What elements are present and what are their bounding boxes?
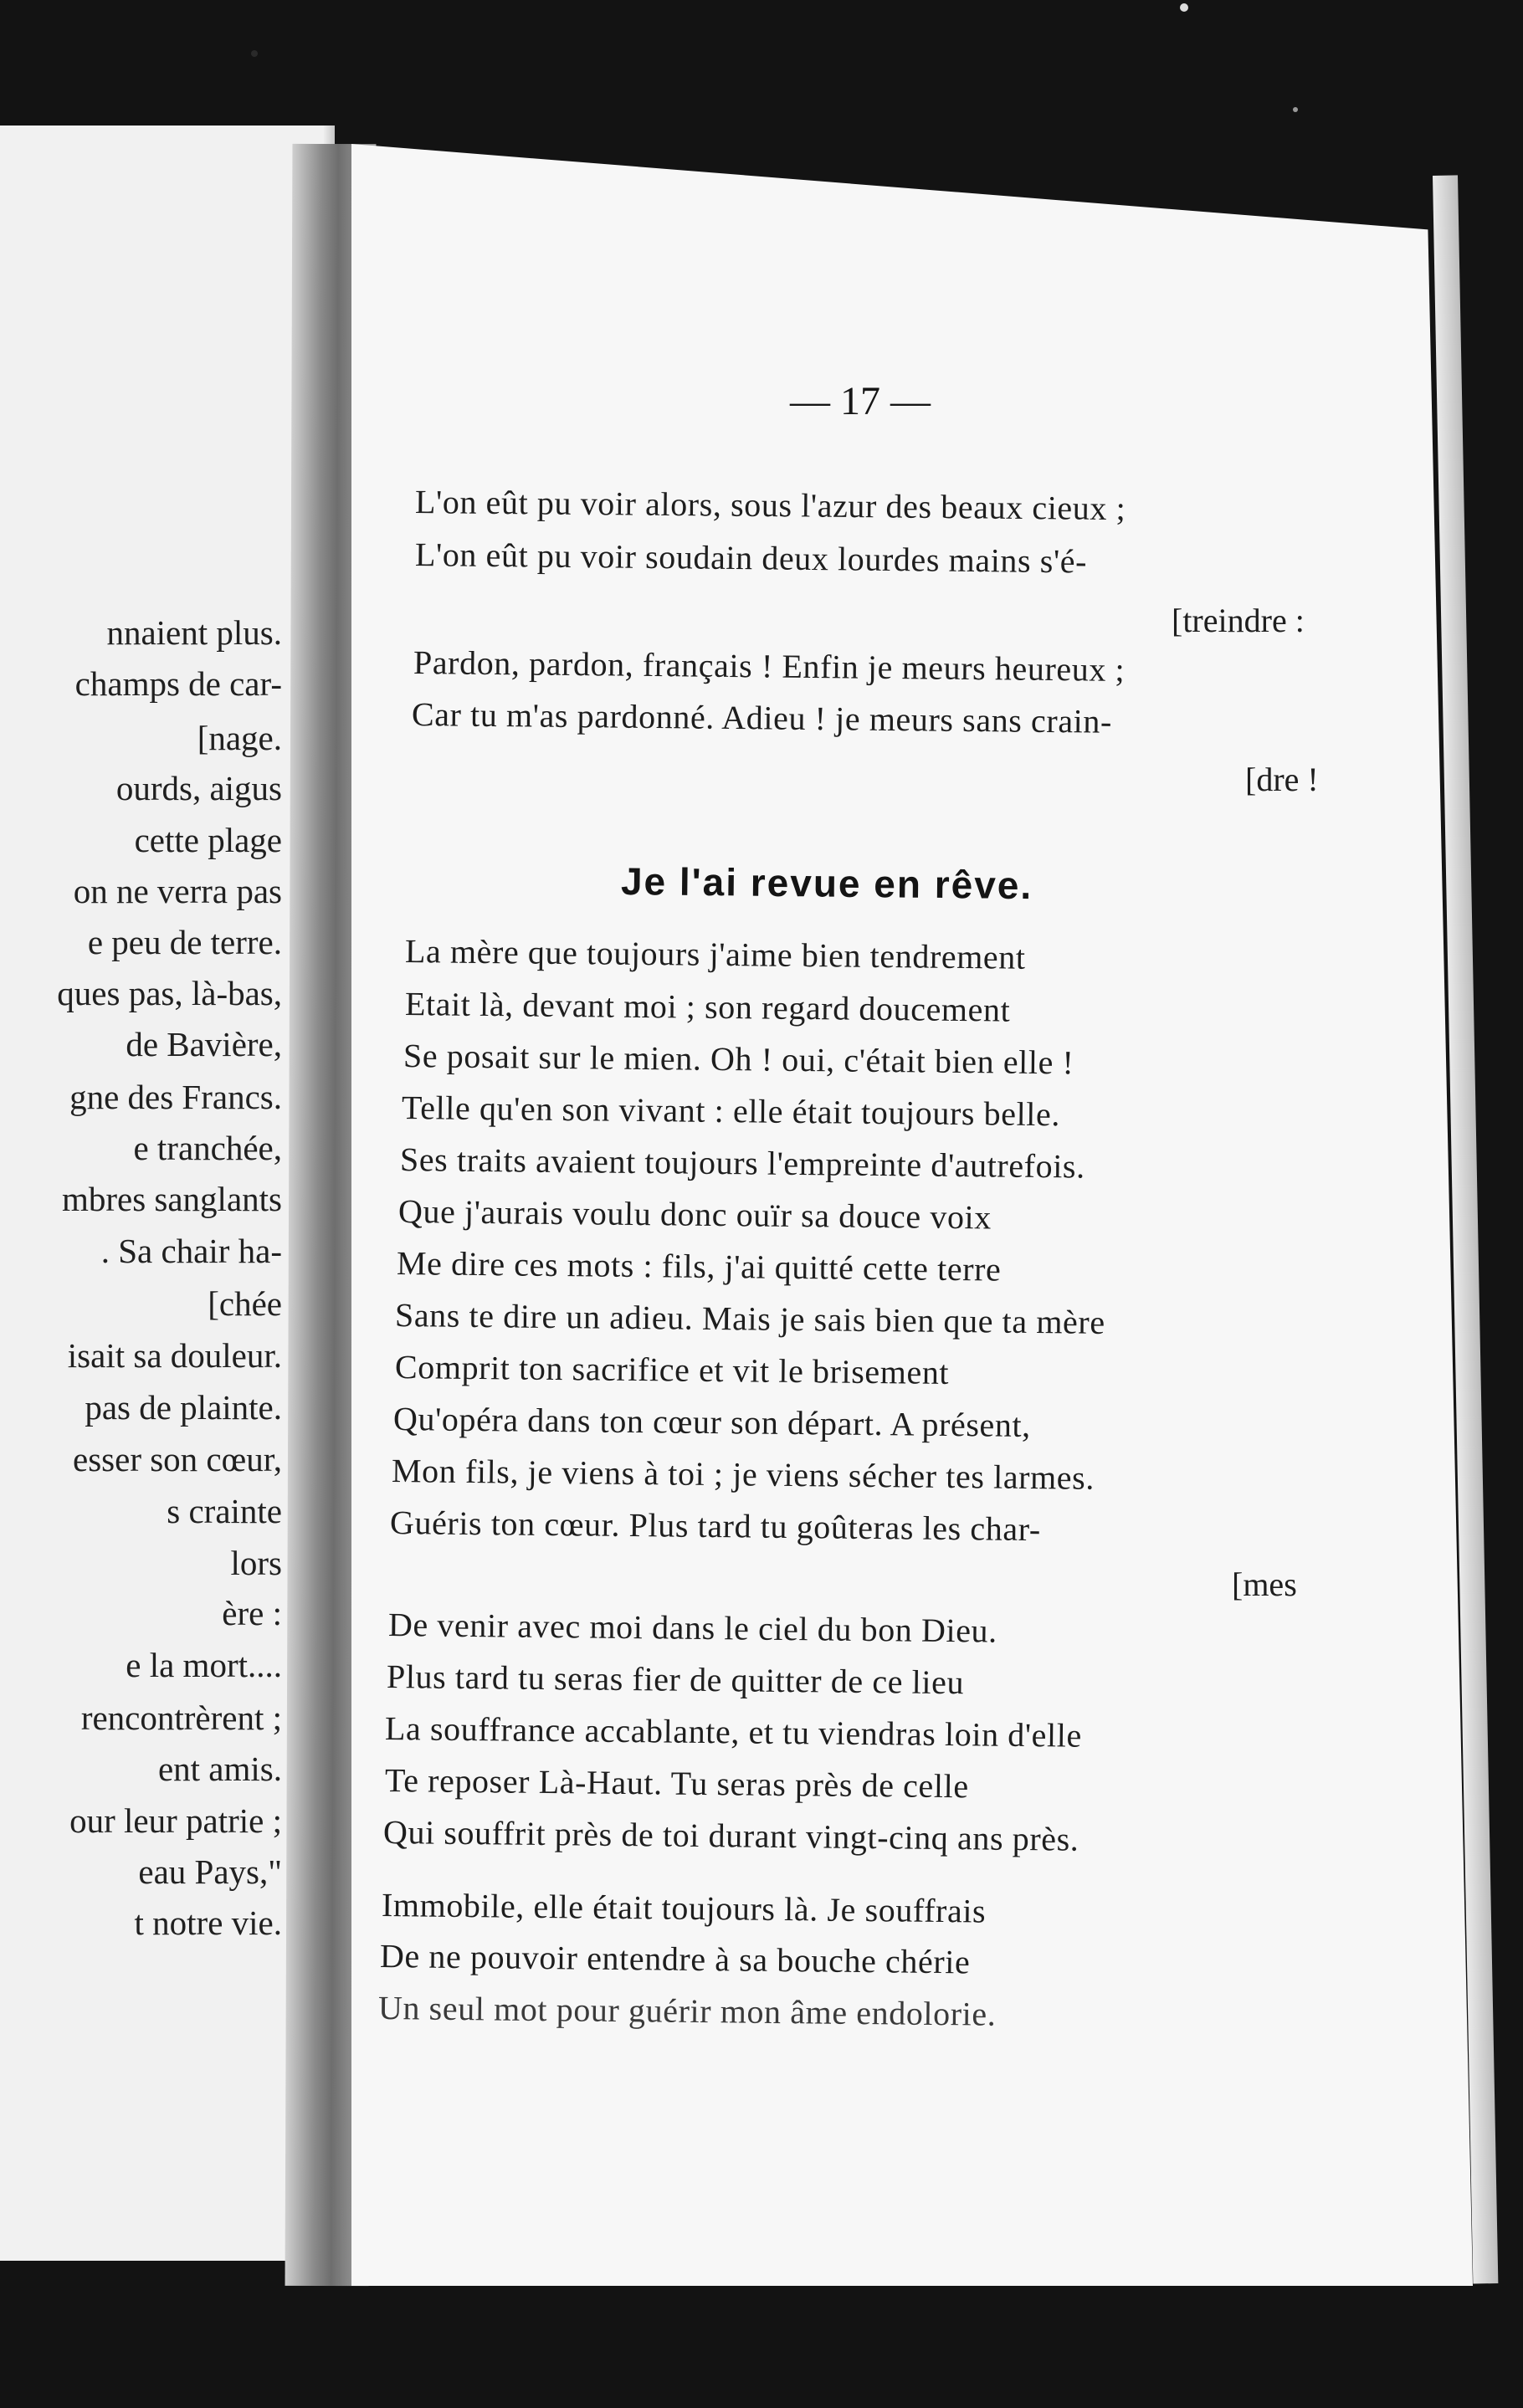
- verse-continuation: [dre !: [1245, 761, 1319, 798]
- left-line: ourds, aigus: [115, 769, 282, 807]
- left-line: rencontrèrent ;: [80, 1698, 282, 1737]
- left-line: e peu de terre.: [87, 923, 282, 961]
- left-line: lors: [230, 1544, 282, 1582]
- verse-line: Ses traits avaient toujours l'empreinte d'autrefois.: [399, 1140, 1085, 1186]
- left-line: gne des Francs.: [69, 1078, 282, 1116]
- verse-line: Qui souffrit près de toi durant vingt-cinq ans près.: [382, 1813, 1079, 1858]
- verse-line: Telle qu'en son vivant : elle était toujours belle.: [401, 1089, 1061, 1134]
- verse-line: La souffrance accablante, et tu viendras loin d'elle: [384, 1709, 1083, 1755]
- left-line: on ne verra pas: [73, 872, 282, 910]
- verse-line: Un seul mot pour guérir mon âme endolorie.: [377, 1989, 997, 2033]
- verse-line: La mère que toujours j'aime bien tendrement: [404, 932, 1026, 976]
- left-line: isait sa douleur.: [67, 1336, 282, 1375]
- verse-line: L'on eût pu voir soudain deux lourdes mains s'é-: [414, 535, 1088, 581]
- left-line: cette plage: [134, 821, 282, 859]
- left-line: s crainte: [167, 1492, 282, 1530]
- verse-line: Comprit ton sacrifice et vit le brisement: [394, 1348, 950, 1391]
- left-line: e la mort....: [126, 1646, 282, 1684]
- verse-line: Me dire ces mots : fils, j'ai quitté cette terre: [396, 1244, 1002, 1289]
- left-line: mbres sanglants: [61, 1180, 282, 1218]
- verse-line: L'on eût pu voir alors, sous l'azur des beaux cieux ;: [414, 483, 1126, 528]
- left-line: . Sa chair ha-: [100, 1232, 282, 1270]
- verse-line: Car tu m'as pardonné. Adieu ! je meurs sans crain-: [411, 695, 1113, 740]
- verse-line: Sans te dire un adieu. Mais je sais bien que ta mère: [394, 1296, 1105, 1341]
- left-line: champs de car-: [74, 664, 282, 703]
- verse-line: Plus tard tu seras fier de quitter de ce lieu: [386, 1657, 965, 1702]
- left-line: [chée: [208, 1284, 282, 1323]
- verse-line: Qu'opéra dans ton cœur son départ. A présent,: [392, 1400, 1032, 1444]
- verse-continuation: [mes: [1232, 1565, 1297, 1603]
- left-line: our leur patrie ;: [69, 1801, 282, 1840]
- dust-speck: [1180, 3, 1188, 12]
- verse-line: Que j'aurais voulu donc ouïr sa douce voix: [397, 1192, 992, 1237]
- left-line: e tranchée,: [133, 1129, 282, 1167]
- left-line: ère :: [222, 1594, 282, 1632]
- verse-line: Se posait sur le mien. Oh ! oui, c'était bien elle !: [403, 1037, 1074, 1082]
- left-line: ent amis.: [157, 1750, 282, 1788]
- left-line: eau Pays,": [138, 1852, 282, 1891]
- verse-line: Guéris ton cœur. Plus tard tu goûteras les char-: [389, 1504, 1042, 1549]
- left-line: esser son cœur,: [73, 1440, 282, 1478]
- left-line: pas de plainte.: [85, 1388, 282, 1427]
- verse-line: De venir avec moi dans le ciel du bon Dieu.: [387, 1606, 997, 1650]
- page-number: — 17 —: [790, 379, 931, 423]
- left-line: [nage.: [197, 719, 282, 757]
- verse-continuation: [treindre :: [1172, 602, 1305, 639]
- verse-line: Mon fils, je viens à toi ; je viens sécher tes larmes.: [391, 1452, 1095, 1497]
- verse-line: Etait là, devant moi ; son regard doucement: [404, 985, 1011, 1029]
- poem-title: Je l'ai revue en rêve.: [620, 859, 1033, 908]
- verse-line: De ne pouvoir entendre à sa bouche chérie: [379, 1937, 971, 1981]
- left-line: ques pas, là-bas,: [57, 974, 282, 1012]
- left-line: nnaient plus.: [106, 613, 282, 652]
- left-line: de Bavière,: [126, 1025, 282, 1063]
- dust-speck: [1293, 107, 1298, 112]
- left-line: t notre vie.: [134, 1903, 282, 1942]
- verse-line: Te reposer Là-Haut. Tu seras près de celle: [384, 1761, 969, 1806]
- verse-line: Immobile, elle était toujours là. Je souffrais: [381, 1886, 987, 1930]
- verse-line: Pardon, pardon, français ! Enfin je meurs heureux ;: [413, 643, 1126, 689]
- dust-speck: [251, 50, 258, 57]
